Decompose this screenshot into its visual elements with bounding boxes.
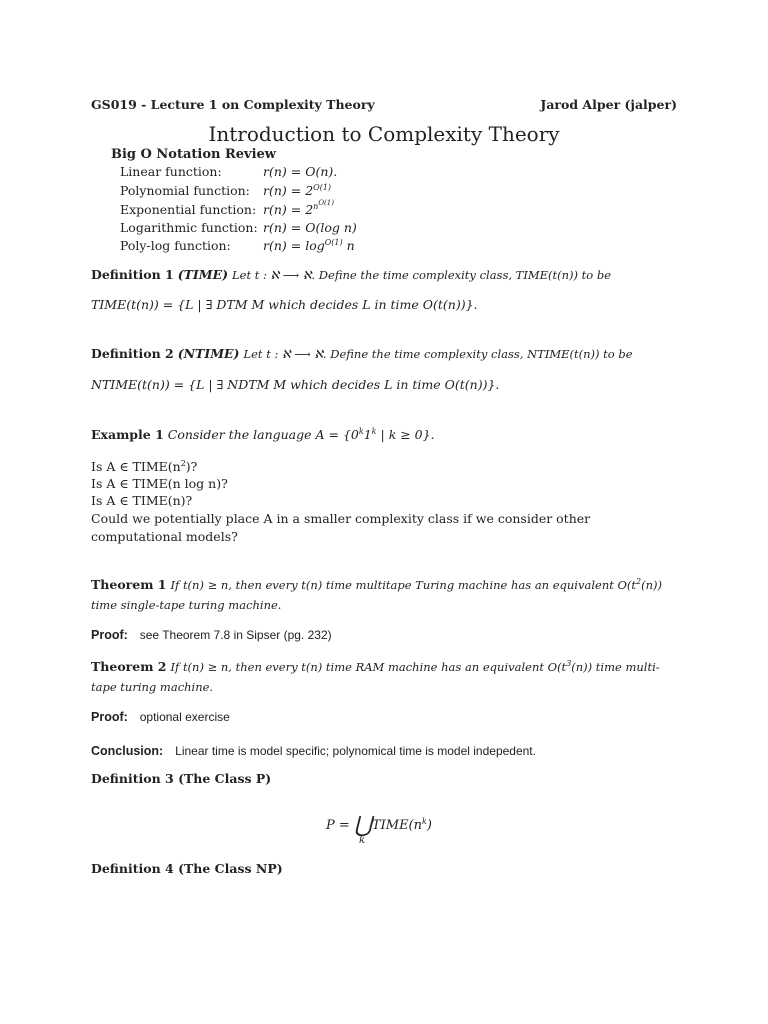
row-name: Logarithmic function: <box>120 220 258 235</box>
conclusion: Conclusion: Linear time is model specific; polynomical time is model indepedent. <box>91 744 536 758</box>
row-expr: $r(n) = 2^{nO(1)}$ <box>263 199 334 217</box>
question-1: Is A ∈ $TIME(n^2)$? <box>91 459 198 474</box>
definition-1-formula: TIME(t(n)) = {L | ∃ DTM M which decides L in time O(t(n))}. <box>91 297 478 312</box>
header-author: Jarod Alper (jalper) <box>540 97 677 112</box>
definition-4: Definition 4 (The Class NP) <box>91 861 283 876</box>
row-expr: r(n) = O(log n) <box>263 220 357 235</box>
definition-1: Definition 1 (TIME) Let t : ℵ ⟶ ℵ. Define the time complexity class, TIME(t(n)) to be <box>91 267 612 282</box>
question-4: Could we potentially place A in a smaller complexity class if we consider other computational models? <box>91 511 591 544</box>
class-p-formula: $P = ⋃TIME(n^k)$ <box>326 813 432 838</box>
row-name: Polynomial function: <box>120 183 250 198</box>
theorem-1: Theorem 1 If t(n) ≥ n, then every t(n) time multitape Turing machine has an equivalent $O(t^2(n))$ time single-tape turing machine. <box>91 577 663 612</box>
row-name: Poly-log function: <box>120 238 231 253</box>
theorem-2: Theorem 2 If t(n) ≥ n, then every t(n) time RAM machine has an equivalent $O(t^3(n))$ time multi-tape turing machine. <box>91 659 660 694</box>
proof-2: Proof: optional exercise <box>91 710 230 724</box>
proof-1: Proof: see Theorem 7.8 in Sipser (pg. 232) <box>91 628 332 642</box>
page-title: Introduction to Complexity Theory <box>208 122 560 146</box>
row-name: Linear function: <box>120 164 222 179</box>
row-expr: r(n) = O(n). <box>263 164 338 179</box>
example-1: Example 1 Consider the language $A = \{0^k1^k$ | k ≥ 0}. <box>91 427 435 442</box>
question-2: Is A ∈ TIME(n log n)? <box>91 476 228 491</box>
row-expr: $r(n) = 2^{O(1)}$ <box>263 183 332 198</box>
question-3: Is A ∈ TIME(n)? <box>91 493 193 508</box>
section-heading: Big O Notation Review <box>111 147 276 162</box>
definition-2: Definition 2 (NTIME) Let t : ℵ ⟶ ℵ. Define the time complexity class, NTIME(t(n)) to be <box>91 346 633 361</box>
definition-2-formula: NTIME(t(n)) = {L | ∃ NDTM M which decides L in time O(t(n))}. <box>91 377 500 392</box>
row-expr: $r(n) = \log^{O(1)} n$ <box>263 238 355 253</box>
row-name: Exponential function: <box>120 202 257 217</box>
union-subscript: k <box>359 835 366 846</box>
definition-3: Definition 3 (The Class P) <box>91 771 272 786</box>
header-course: GS019 - Lecture 1 on Complexity Theory <box>91 97 375 112</box>
